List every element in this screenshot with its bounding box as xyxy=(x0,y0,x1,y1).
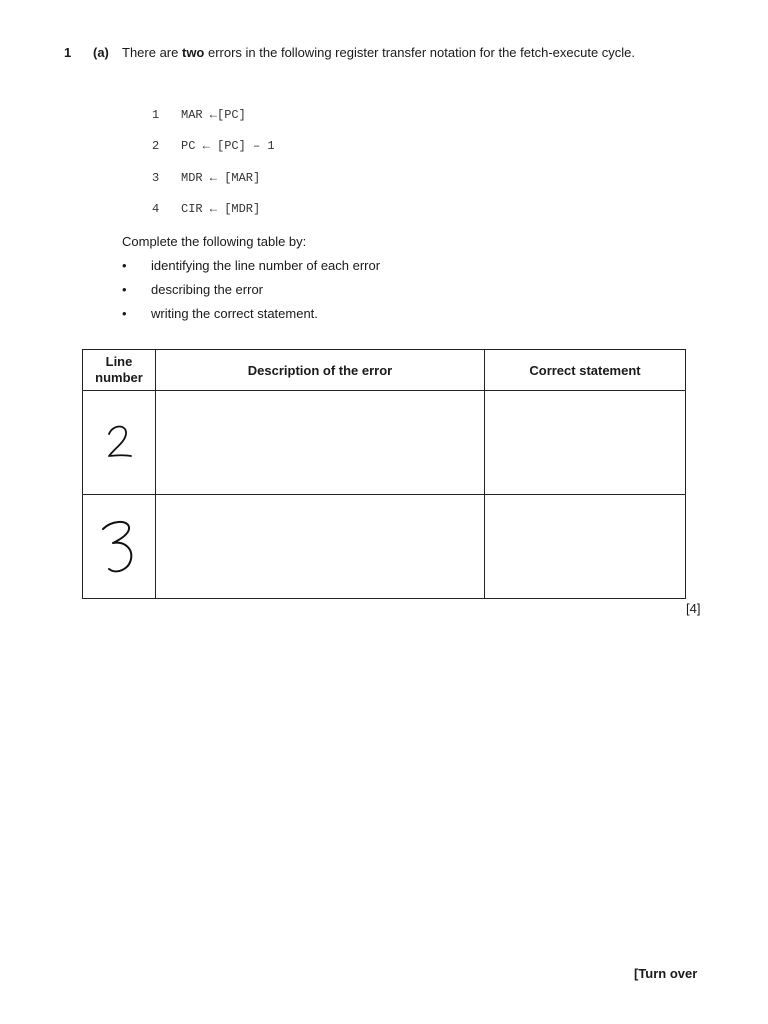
instruction-text: Complete the following table by: xyxy=(122,234,307,249)
bullet-item xyxy=(122,306,380,330)
description-cell[interactable] xyxy=(156,495,485,599)
code-line xyxy=(152,108,275,139)
header-line-number xyxy=(83,350,156,391)
handwritten-digit-3 xyxy=(97,515,141,579)
code-line-number: 4 xyxy=(152,201,160,216)
code-line-number: 1 xyxy=(152,108,160,122)
code-line-text: CIR ← [MDR] xyxy=(181,201,261,216)
bullet-text: describing the error xyxy=(151,282,263,297)
turn-over-label: [Turn over xyxy=(634,966,698,981)
code-line-text: MAR ←[PC] xyxy=(181,108,246,122)
bullet-icon: • xyxy=(122,306,127,321)
bullet-icon: • xyxy=(122,258,127,273)
code-line xyxy=(152,171,275,202)
bullet-list xyxy=(122,258,380,330)
code-line-text: MDR ← [MAR] xyxy=(181,170,261,185)
correct-statement-cell[interactable] xyxy=(485,495,686,599)
header-line-number-label: Line number xyxy=(95,354,143,385)
marks-label: [4] xyxy=(686,601,701,616)
header-description: Description of the error xyxy=(156,350,485,391)
question-number: 1 xyxy=(64,45,72,60)
question-text xyxy=(122,45,635,60)
header-correct-statement: Correct statement xyxy=(485,350,686,391)
correct-statement-cell[interactable] xyxy=(485,391,686,495)
code-line xyxy=(152,202,275,233)
line-number-cell[interactable] xyxy=(83,391,156,495)
answer-table xyxy=(82,349,686,599)
question-part: (a) xyxy=(93,45,109,60)
code-line-number: 3 xyxy=(152,170,160,185)
code-line-number: 2 xyxy=(152,139,160,154)
description-cell[interactable] xyxy=(156,391,485,495)
question-text-after: errors in the following register transfer notation for the fetch-execute cycle. xyxy=(204,45,636,60)
bullet-item xyxy=(122,282,380,306)
table-header-row xyxy=(83,350,686,391)
line-number-cell[interactable] xyxy=(83,495,156,599)
handwritten-digit-2 xyxy=(99,418,139,468)
rtn-code-block xyxy=(152,108,275,233)
question-text-before: There are xyxy=(122,45,182,60)
bullet-icon: • xyxy=(122,282,127,297)
code-line xyxy=(152,139,275,170)
table-row xyxy=(83,391,686,495)
bullet-item xyxy=(122,258,380,282)
code-line-text: PC ← [PC] – 1 xyxy=(181,139,275,154)
bullet-text: writing the correct statement. xyxy=(151,306,318,321)
question-text-bold: two xyxy=(181,45,205,60)
bullet-text: identifying the line number of each error xyxy=(151,258,381,273)
table-row xyxy=(83,495,686,599)
